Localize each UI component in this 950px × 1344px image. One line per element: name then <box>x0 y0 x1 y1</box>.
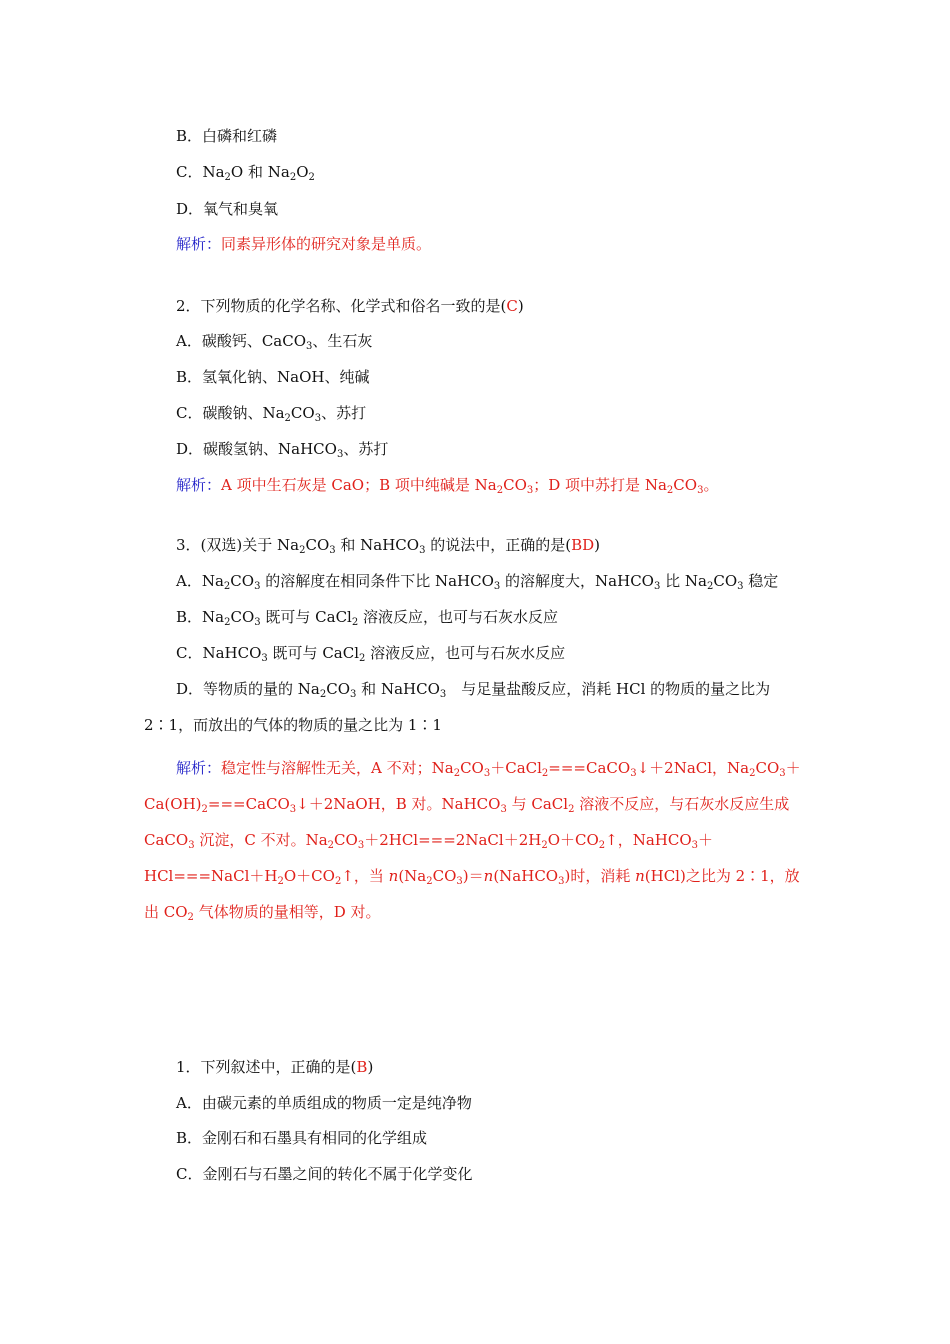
option-a: A．碳酸钙、CaCO$_3$、生石灰 <box>176 332 373 352</box>
option-c: C．金刚石与石墨之间的转化不属于化学变化 <box>176 1165 473 1183</box>
option-c: C．碳酸钠、$Na_2CO_3$、苏打 <box>176 404 367 424</box>
option-a: A．由碳元素的单质组成的物质一定是纯净物 <box>176 1094 472 1112</box>
option-d: D．等物质的量的 $Na_2CO_3$ 和 NaHCO$_3$ 与足量盐酸反应，消耗 HCl 的物质的量之比为 2∶1，而放出的气体的物质的量之比为 1∶1 <box>144 680 771 734</box>
analysis: 解析：同素异形体的研究对象是单质。 <box>176 235 432 253</box>
analysis-label: 解析： <box>176 235 222 253</box>
analysis-label: 解析： <box>176 476 222 494</box>
answer: C <box>506 297 518 315</box>
question-2-stem: 2．下列物质的化学名称、化学式和俗名一致的是(C) <box>176 297 524 315</box>
option-c: C．$Na_2O$ 和 $Na_2O_2$ <box>176 163 315 183</box>
option-b: B．氢氧化钠、NaOH、纯碱 <box>176 368 370 386</box>
answer: BD <box>571 536 595 554</box>
analysis-label: 解析： <box>176 759 222 777</box>
question-3-stem: 3．(双选)关于 $Na_2CO_3$ 和 NaHCO$_3$ 的说法中，正确的是(BD) <box>176 536 601 556</box>
option-d: D．碳酸氢钠、NaHCO$_3$、苏打 <box>176 440 389 460</box>
question-1-stem: 1．下列叙述中，正确的是(B) <box>176 1058 374 1076</box>
option-a: A．$Na_2CO_3$ 的溶解度在相同条件下比 NaHCO$_3$ 的溶解度大，NaHCO$_3$ 比 $Na_2CO_3$ 稳定 <box>176 572 779 592</box>
analysis: 解析：稳定性与溶解性无关，A 不对；$Na_2CO_3+CaCl_2===CaCO_3↓+2NaCl$，$Na_2CO_3+Ca(OH)_2===CaCO_3↓+2NaOH$，B 对。NaHCO$_3$ 与 CaCl$_2$ 溶液不反应，与石灰水反应生成 CaCO$_3$ 沉淀，C 不对。$Na_2CO_3+2HCl===2NaCl+2H_2O+CO_2↑$，$NaHCO_3+HCl===NaCl+H_2O+CO_2↑$，当 $n(Na_2CO_3)=n(NaHCO_3)$时，消耗 n(HCl)之比为 2∶1，放出 $CO_2$ 气体物质的量相等，D 对。 <box>144 759 801 923</box>
answer: B <box>356 1058 368 1076</box>
option-b: B．金刚石和石墨具有相同的化学组成 <box>176 1129 428 1147</box>
option-d: D．氧气和臭氧 <box>176 200 279 218</box>
option-c: C．NaHCO$_3$ 既可与 CaCl$_2$ 溶液反应，也可与石灰水反应 <box>176 644 566 664</box>
option-b: B．白磷和红磷 <box>176 127 278 145</box>
option-b: B．$Na_2CO_3$ 既可与 CaCl$_2$ 溶液反应，也可与石灰水反应 <box>176 608 559 628</box>
analysis: 解析：A 项中生石灰是 CaO；B 项中纯碱是 $Na_2CO_3$；D 项中苏打是 $Na_2CO_3$。 <box>176 476 719 496</box>
